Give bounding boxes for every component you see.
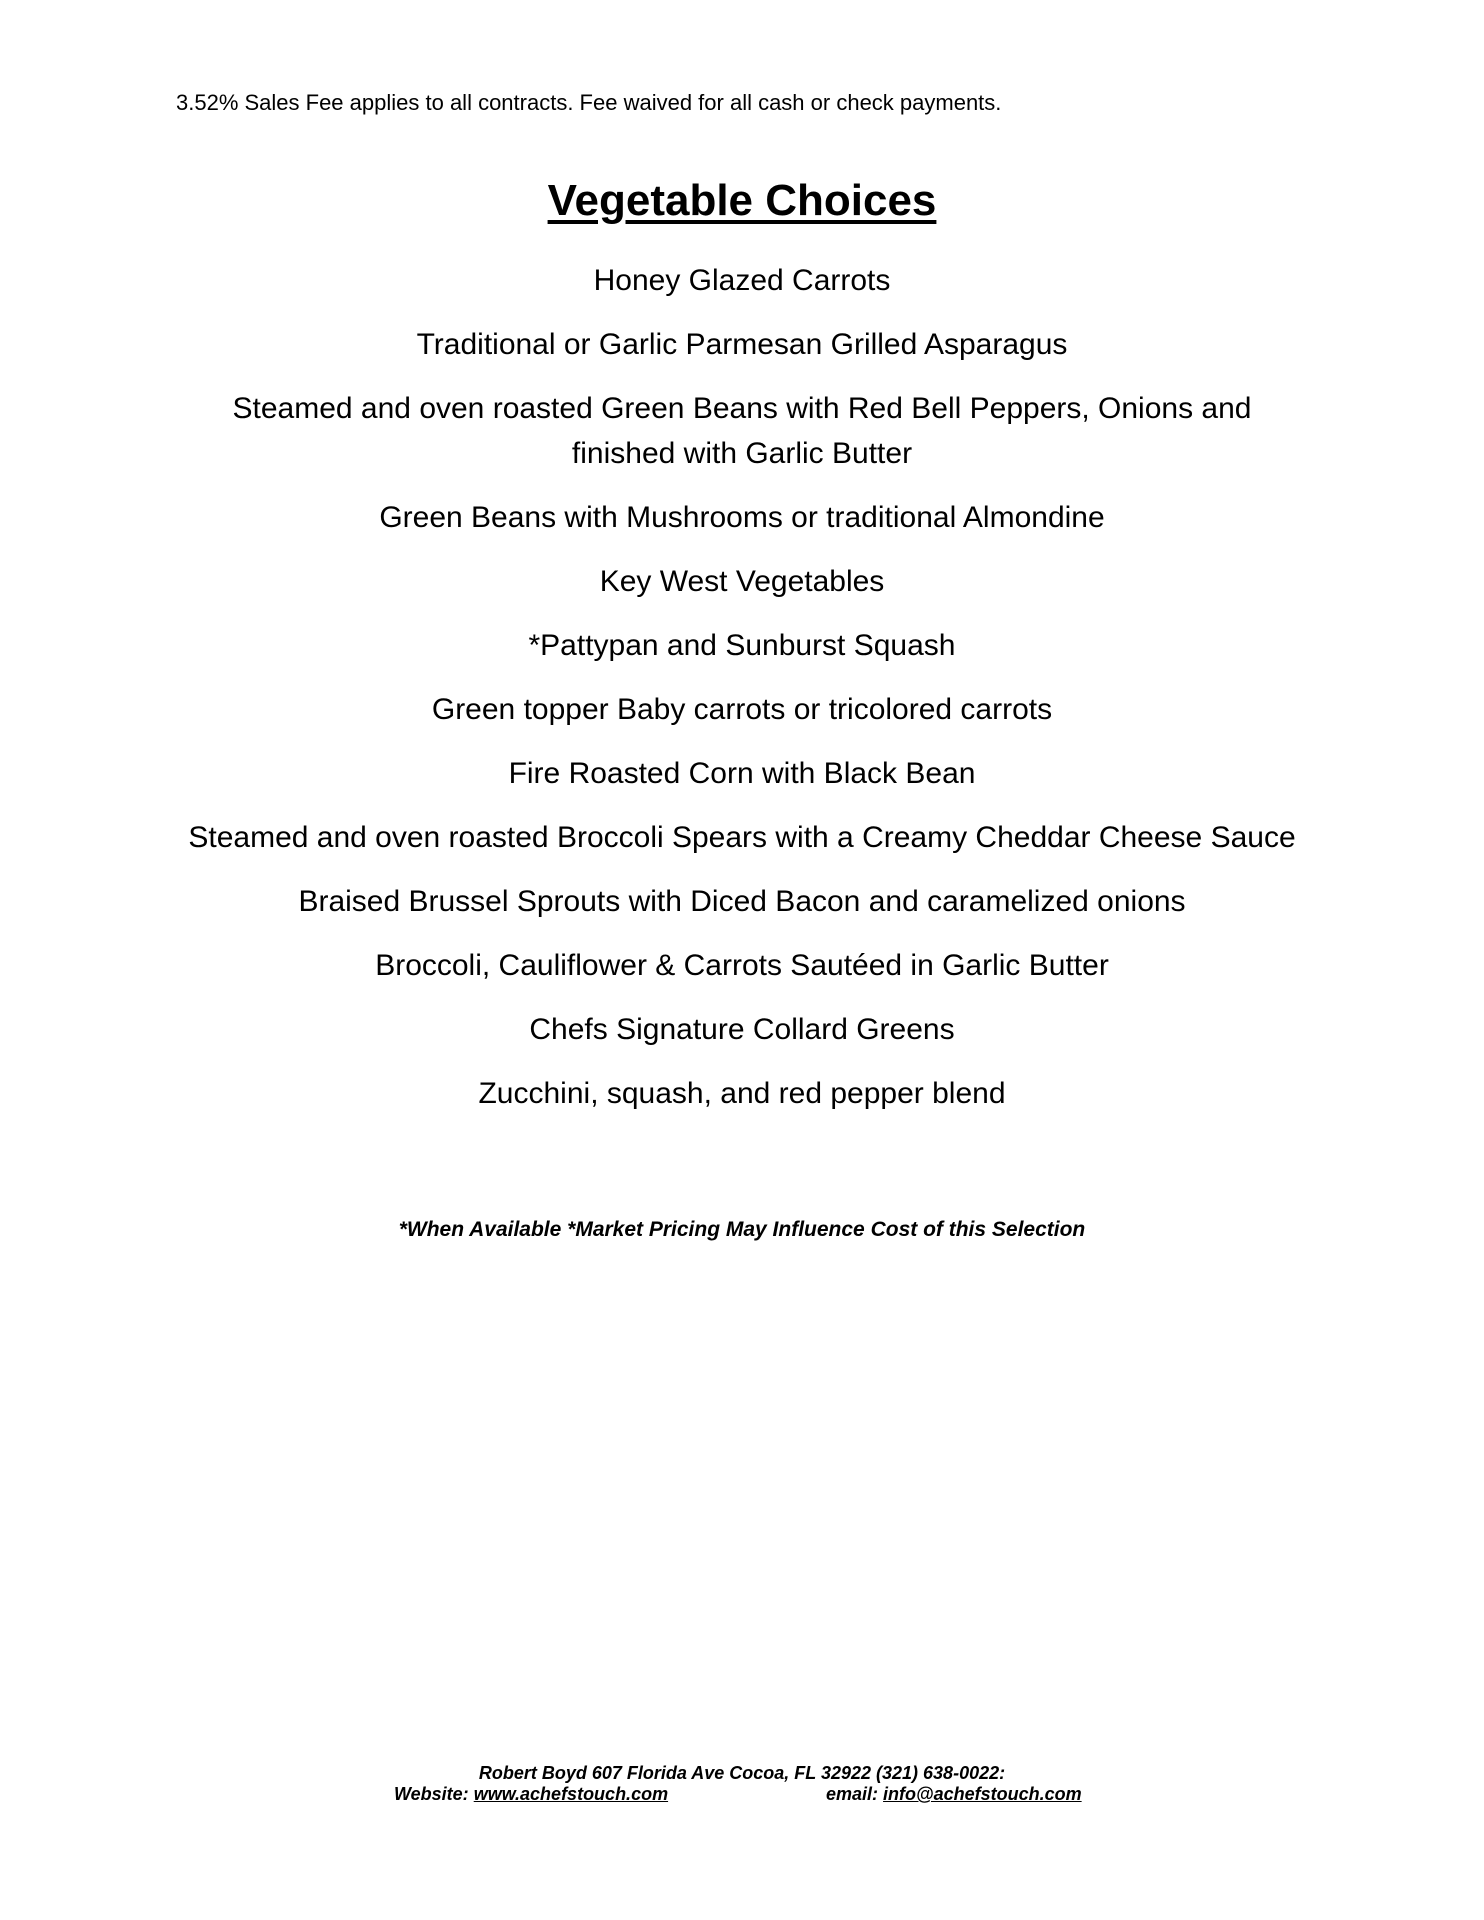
footer-contact — [0, 1784, 1484, 1808]
sales-fee-note: 3.52% Sales Fee applies to all contracts. Fee waived for all cash or check payments. — [176, 90, 1002, 115]
footer — [0, 1763, 1484, 1808]
list-item: *Pattypan and Sunburst Squash — [528, 629, 956, 662]
website-label: Website: — [394, 1784, 469, 1804]
website-link[interactable]: www.achefstouch.com — [473, 1784, 669, 1804]
list-item: Steamed and oven roasted Broccoli Spears with a Creamy Cheddar Cheese Sauce — [188, 821, 1296, 854]
list-item: Traditional or Garlic Parmesan Grilled Asparagus — [416, 328, 1068, 361]
list-item: Green Beans with Mushrooms or traditional Almondine — [379, 501, 1105, 534]
list-item: Steamed and oven roasted Green Beans with Red Bell Peppers, Onions and finished with Garlic Butter — [232, 392, 1252, 470]
footer-website — [394, 1784, 668, 1805]
list-item: Green topper Baby carrots or tricolored carrots — [431, 693, 1053, 726]
footer-address: Robert Boyd 607 Florida Ave Cocoa, FL 32922 (321) 638-0022: — [478, 1763, 1006, 1783]
availability-note: *When Available *Market Pricing May Influence Cost of this Selection — [398, 1218, 1086, 1241]
page-title: Vegetable Choices — [547, 176, 937, 225]
list-item: Broccoli, Cauliflower & Carrots Sautéed in Garlic Butter — [375, 949, 1109, 982]
vegetable-list — [160, 258, 1324, 1135]
list-item: Braised Brussel Sprouts with Diced Bacon and caramelized onions — [298, 885, 1186, 918]
list-item: Zucchini, squash, and red pepper blend — [478, 1077, 1006, 1110]
email-label: email: — [826, 1784, 879, 1804]
footer-email — [826, 1784, 1082, 1805]
list-item: Key West Vegetables — [599, 565, 885, 598]
list-item: Fire Roasted Corn with Black Bean — [508, 757, 976, 790]
email-link[interactable]: info@achefstouch.com — [883, 1784, 1082, 1804]
list-item: Honey Glazed Carrots — [593, 264, 891, 297]
list-item: Chefs Signature Collard Greens — [529, 1013, 955, 1046]
